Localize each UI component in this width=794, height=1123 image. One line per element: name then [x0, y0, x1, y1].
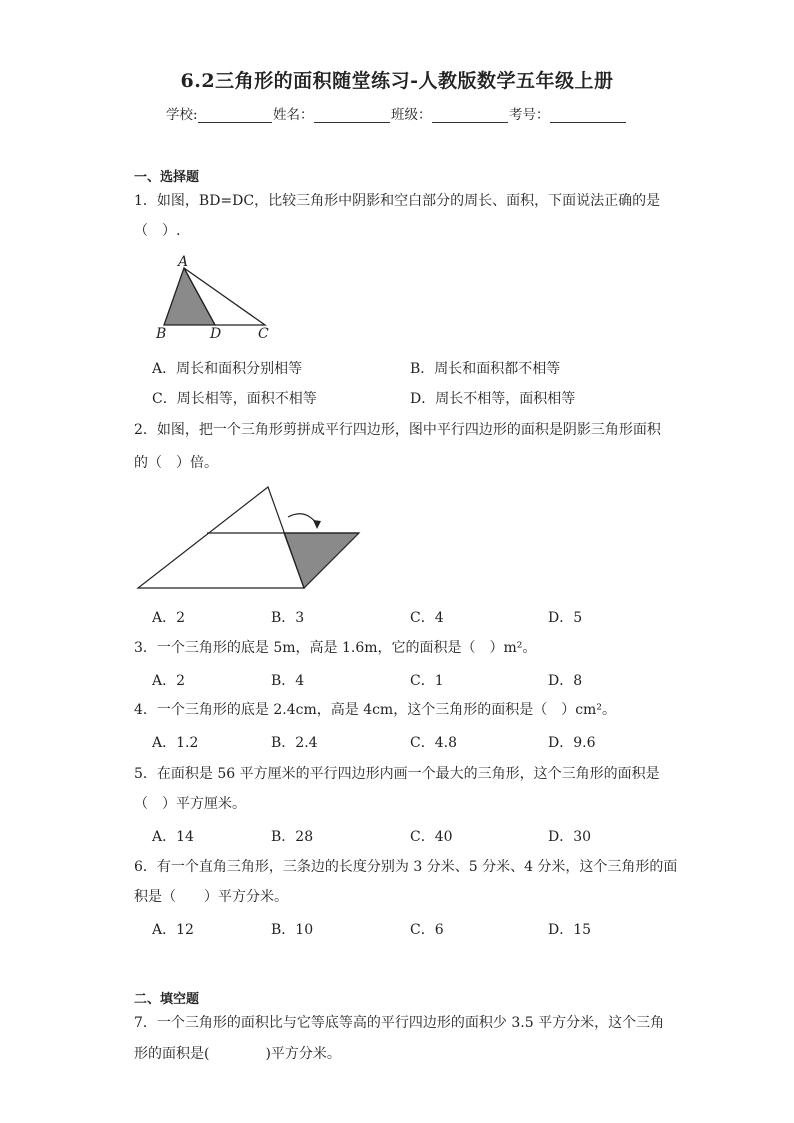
- question-4-option-c[interactable]: C．4.8: [410, 735, 457, 751]
- label-d: D: [210, 326, 222, 342]
- name-field: [273, 103, 390, 123]
- question-2-option-b[interactable]: B．3: [271, 610, 305, 626]
- section-heading-choice: 一、选择题: [134, 170, 200, 185]
- section-heading-fill: 二、填空题: [134, 992, 200, 1007]
- exam-number-blank: [550, 108, 626, 123]
- question-5-option-d[interactable]: D．30: [548, 829, 592, 845]
- question-2-option-a[interactable]: A．2: [152, 610, 186, 626]
- question-5-text: 5．在面积是 56 平方厘米的平行四边形内画一个最大的三角形，这个三角形的面积是: [134, 766, 660, 782]
- question-1-figure: [148, 252, 278, 342]
- shaded-parallelogram-piece: [284, 533, 359, 588]
- question-2-text: 2．如图，把一个三角形剪拼成平行四边形，图中平行四边形的面积是阴影三角形面积: [134, 422, 661, 438]
- question-1-option-b[interactable]: B．周长和面积都不相等: [410, 361, 561, 377]
- question-1-text: 1．如图，BD=DC，比较三角形中阴影和空白部分的周长、面积，下面说法正确的是: [134, 193, 661, 209]
- question-1-option-a[interactable]: A．周长和面积分别相等: [152, 361, 303, 377]
- question-1-option-d[interactable]: D．周长不相等，面积相等: [410, 391, 576, 407]
- label-b: B: [156, 326, 167, 342]
- label-a: A: [178, 254, 189, 270]
- shaded-triangle-abd: [164, 268, 215, 325]
- class-blank: [432, 108, 508, 123]
- question-6-option-d[interactable]: D．15: [548, 922, 592, 938]
- question-3-option-b[interactable]: B．4: [271, 673, 305, 689]
- question-4-option-d[interactable]: D．9.6: [548, 735, 596, 751]
- question-5-option-c[interactable]: C．40: [410, 829, 453, 845]
- label-c: C: [258, 326, 269, 342]
- school-blank: [198, 108, 272, 123]
- question-6-text-cont: 积是（ ）平方分米。: [134, 889, 288, 905]
- question-3-text: 3．一个三角形的底是 5m，高是 1.6m，它的面积是（ ）m²。: [134, 640, 537, 656]
- question-2-option-c[interactable]: C．4: [410, 610, 444, 626]
- name-label: 姓名：: [273, 107, 314, 123]
- question-7-text: 7．一个三角形的面积比与它等底等高的平行四边形的面积少 3.5 平方分米，这个三角: [134, 1015, 665, 1031]
- arrow-head-icon: [313, 520, 321, 529]
- question-5-option-b[interactable]: B．28: [271, 829, 314, 845]
- question-6-text: 6．有一个直角三角形，三条边的长度分别为 3 分米、5 分米、4 分米，这个三角形的面: [134, 859, 678, 875]
- question-5-option-a[interactable]: A．14: [152, 829, 194, 845]
- question-7-text-cont: 形的面积是( )平方分米。: [134, 1046, 341, 1062]
- question-2-figure: [130, 480, 370, 596]
- rotation-arrow-icon: [288, 514, 317, 524]
- question-3-option-d[interactable]: D．8: [548, 673, 583, 689]
- question-2-option-d[interactable]: D．5: [548, 610, 583, 626]
- question-2-text-cont: 的（ ）倍。: [134, 455, 218, 471]
- question-6-option-c[interactable]: C．6: [410, 922, 444, 938]
- class-field: [391, 103, 508, 123]
- question-1-text-cont: （ ）.: [134, 223, 181, 239]
- question-6-option-a[interactable]: A．12: [152, 922, 194, 938]
- exam-number-field: [509, 103, 626, 123]
- question-5-text-cont: （ ）平方厘米。: [134, 796, 246, 812]
- question-1-option-c[interactable]: C．周长相等，面积不相等: [152, 391, 317, 407]
- class-label: 班级：: [391, 107, 432, 123]
- large-triangle: [138, 487, 304, 588]
- question-4-option-a[interactable]: A．1.2: [152, 735, 199, 751]
- question-4-option-b[interactable]: B．2.4: [271, 735, 318, 751]
- school-label: 学校:: [166, 107, 198, 123]
- question-6-option-b[interactable]: B．10: [271, 922, 314, 938]
- question-4-text: 4．一个三角形的底是 2.4cm，高是 4cm，这个三角形的面积是（ ）cm²。: [134, 702, 616, 718]
- question-3-option-c[interactable]: C．1: [410, 673, 444, 689]
- question-3-option-a[interactable]: A．2: [152, 673, 186, 689]
- exam-number-label: 考号：: [509, 107, 550, 123]
- school-field: [166, 103, 272, 123]
- page-title: 6.2三角形的面积随堂练习-人教版数学五年级上册: [180, 70, 614, 92]
- name-blank: [314, 108, 390, 123]
